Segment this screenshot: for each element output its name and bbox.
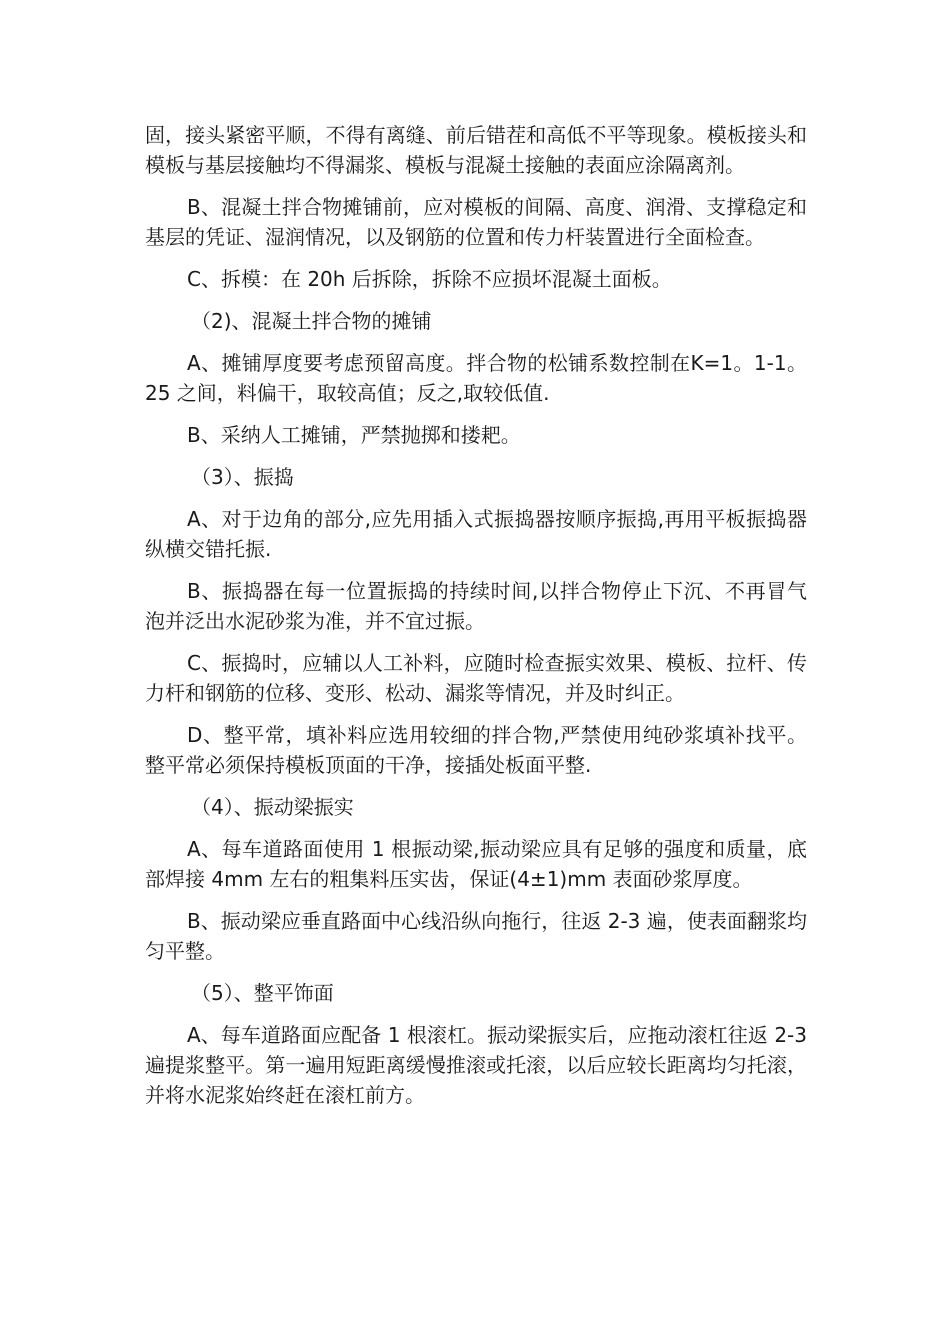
paragraph: B、振捣器在每一位置振捣的持续时间,以拌合物停止下沉、不再冒气泡并泛出水泥砂浆为准，并不宜过振。 xyxy=(145,579,807,633)
section-heading: （2)、混凝土拌合物的摊铺 xyxy=(191,309,432,333)
document-body xyxy=(145,120,807,1122)
section-heading: （3）、振捣 xyxy=(191,465,294,489)
paragraph: B、采纳人工摊铺，严禁抛掷和搂耙。 xyxy=(187,423,521,447)
paragraph: 固，接头紧密平顺，不得有离缝、前后错茬和高低不平等现象。模板接头和模板与基层接触均不得漏浆、模板与混凝土接触的表面应涂隔离剂。 xyxy=(145,123,807,177)
paragraph: D、整平常，填补料应选用较细的拌合物,严禁使用纯砂浆填补找平。整平常必须保持模板顶面的干净，接插处板面平整. xyxy=(145,723,807,777)
paragraph: A、对于边角的部分,应先用插入式振捣器按顺序振捣,再用平板振捣器纵横交错托振. xyxy=(145,507,807,561)
paragraph: A、摊铺厚度要考虑预留高度。拌合物的松铺系数控制在K=1。1-1。25 之间，料偏干，取较高值；反之,取较低值. xyxy=(145,351,807,405)
paragraph: B、振动梁应垂直路面中心线沿纵向拖行，往返 2-3 遍，使表面翻浆均匀平整。 xyxy=(145,909,807,963)
paragraph: A、每车道路面使用 1 根振动梁,振动梁应具有足够的强度和质量，底部焊接 4mm 左右的粗集料压实齿，保证(4±1)mm 表面砂浆厚度。 xyxy=(145,837,807,891)
paragraph: C、拆模：在 20h 后拆除，拆除不应损坏混凝土面板。 xyxy=(187,267,672,291)
paragraph: C、振捣时，应辅以人工补料，应随时检查振实效果、模板、拉杆、传力杆和钢筋的位移、变形、松动、漏浆等情况，并及时纠正。 xyxy=(145,651,807,705)
paragraph: A、每车道路面应配备 1 根滚杠。振动梁振实后，应拖动滚杠往返 2-3 遍提浆整平。第一遍用短距离缓慢推滚或托滚，以后应较长距离均匀托滚，并将水泥浆始终赶在滚杠前方。 xyxy=(145,1023,807,1107)
paragraph: B、混凝土拌合物摊铺前，应对模板的间隔、高度、润滑、支撑稳定和基层的凭证、湿润情况，以及钢筋的位置和传力杆装置进行全面检查。 xyxy=(145,195,807,249)
section-heading: （5）、整平饰面 xyxy=(191,981,334,1005)
section-heading: （4）、振动梁振实 xyxy=(191,795,354,819)
